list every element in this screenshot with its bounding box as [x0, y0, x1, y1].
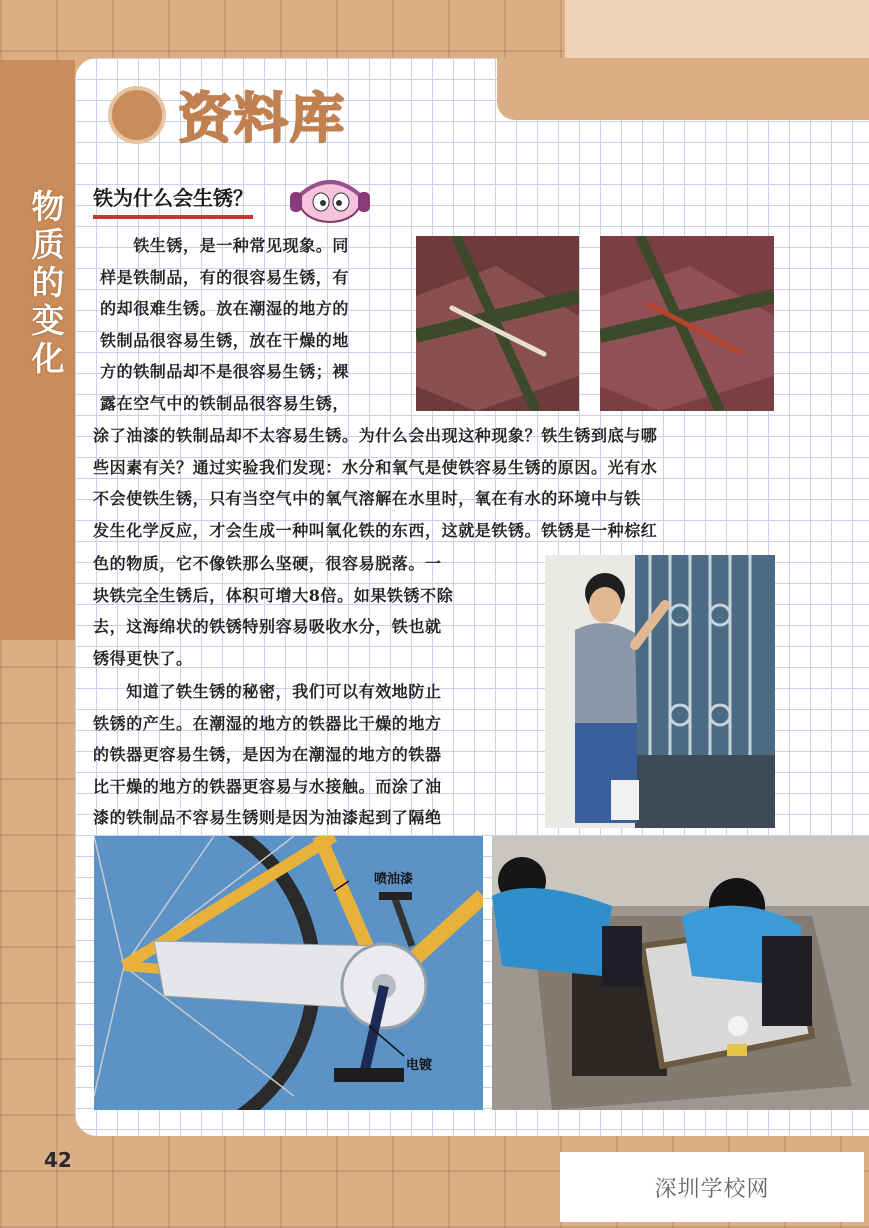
text-line: 铁制品很容易生锈，放在干燥的地: [100, 330, 350, 350]
header-circle-icon: [108, 86, 166, 144]
label-plating: 电镀: [406, 1058, 433, 1073]
photo-clean-nail: [416, 236, 579, 411]
page-number: 42: [44, 1148, 72, 1172]
header-title: 资料库: [178, 87, 346, 150]
text-line: 比干燥的地方的铁器更容易与水接触。而涂了油: [93, 776, 442, 796]
text-line: 涂了油漆的铁制品却不太容易生锈。为什么会出现这种现象？铁生锈到底与哪: [93, 426, 658, 445]
section-title: 铁为什么会生锈？: [93, 182, 253, 219]
text-line: 方的铁制品却不是很容易生锈；裸: [100, 362, 350, 381]
top-right-panel: [565, 0, 869, 60]
mascot-headphones-icon: [287, 172, 373, 224]
text-line: 露在空气中的铁制品很容易生锈，: [100, 393, 350, 413]
text-line: 知道了铁生锈的秘密，我们可以有效地防止: [93, 682, 442, 701]
text-line: 锈得更快了。: [93, 648, 193, 668]
chapter-char: 化: [31, 339, 65, 378]
chapter-char: 的: [31, 263, 65, 302]
chapter-char: 质: [31, 225, 65, 264]
text-line: 漆的铁制品不容易生锈则是因为油漆起到了隔绝: [93, 808, 442, 827]
text-line: 些因素有关？通过实验我们发现：水分和氧气是使铁容易生锈的原因。光有水: [93, 457, 658, 477]
photo-bicycle: [94, 836, 483, 1110]
chapter-char: 变: [31, 301, 65, 340]
text-line: 铁生锈，是一种常见现象。同: [100, 236, 350, 255]
chapter-label: [22, 188, 74, 378]
paragraph-1-end: [93, 548, 543, 674]
paragraph-1-top: [100, 230, 405, 419]
text-line: 的却很难生锈。放在潮湿的地方的: [100, 299, 350, 318]
photo-workers-painting: [492, 836, 869, 1110]
text-line: 不会使铁生锈，只有当空气中的氧气溶解在水里时，氧在有水的环境中与铁: [93, 489, 641, 508]
watermark: 深圳学校网: [560, 1152, 864, 1222]
text-line: 色的物质，它不像铁那么坚硬，很容易脱落。一: [93, 554, 442, 573]
text-line: 块铁完全生锈后，体积可增大8倍。如果铁锈不除: [93, 585, 454, 605]
photo-rusty-nail: [600, 236, 774, 411]
paper-tab-notch: [497, 58, 869, 120]
paragraph-2: [93, 676, 543, 834]
text-line: 发生化学反应，才会生成一种叫氧化铁的东西，这就是铁锈。铁锈是一种棕红: [93, 520, 658, 540]
text-line: 样是铁制品，有的很容易生锈，有: [100, 267, 350, 287]
text-line: 铁锈的产生。在潮湿的地方的铁器比干燥的地方: [93, 713, 442, 733]
chapter-char: 物: [31, 187, 65, 226]
text-line: 的铁器更容易生锈，是因为在潮湿的地方的铁器: [93, 745, 442, 764]
text-line: 去，这海绵状的铁锈特别容易吸收水分，铁也就: [93, 617, 442, 636]
paragraph-1-wide: [93, 420, 783, 546]
photo-painting-window-grille: [545, 555, 775, 828]
label-paint: 喷油漆: [374, 872, 414, 887]
